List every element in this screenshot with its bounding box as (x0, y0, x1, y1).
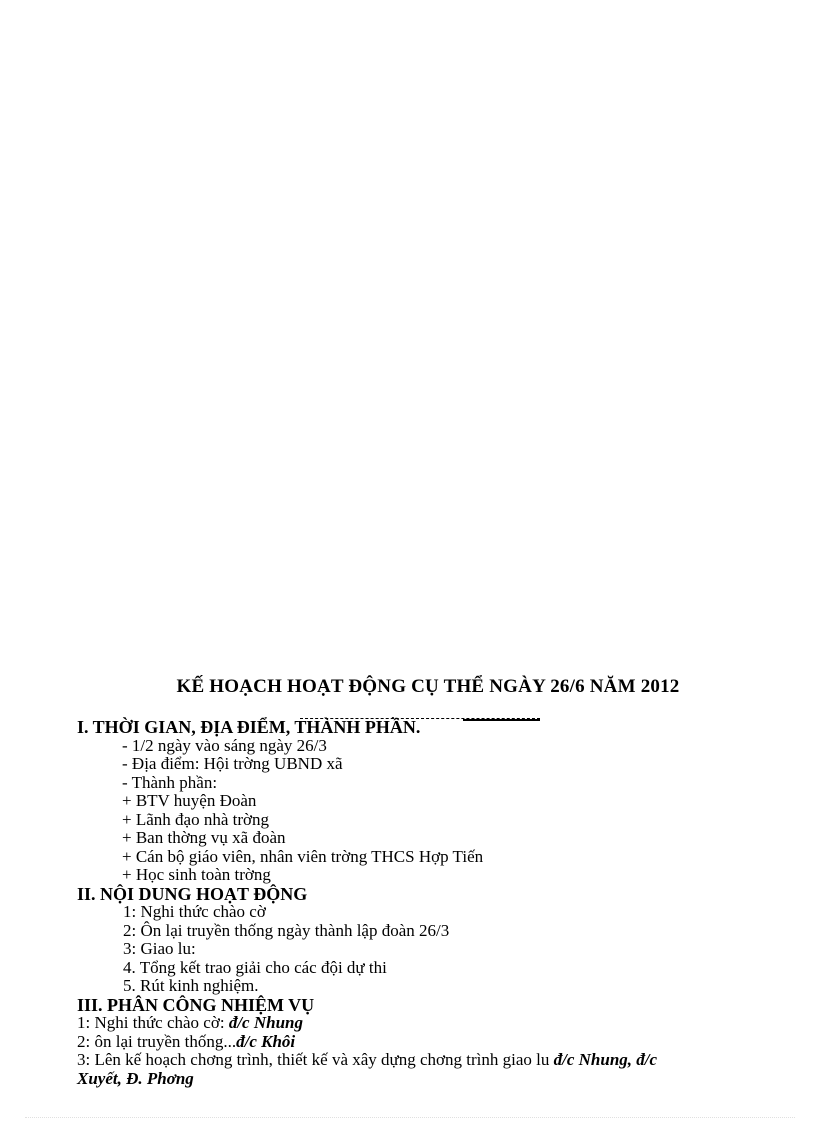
task-assignee-continued: Xuyết, Đ. Phơng (77, 1069, 194, 1088)
section-2-line: 1: Nghi thức chào cờ (123, 902, 266, 921)
section-1-line: + BTV huyện Đoàn (122, 791, 257, 810)
task-text: 3: Lên kế hoạch chơng trình, thiết kế và xây dựng chơng trình giao lu (77, 1050, 554, 1069)
task-text: 1: Nghi thức chào cờ: (77, 1013, 229, 1032)
document-title: KẾ HOẠCH HOẠT ĐỘNG CỤ THỂ NGÀY 26/6 NĂM 2012 (176, 676, 680, 697)
section-2-heading: II. NỘI DUNG HOẠT ĐỘNG (77, 884, 308, 904)
task-line-3 (77, 1051, 657, 1069)
page-bottom-border (25, 1117, 795, 1118)
task-assignee: đ/c Khôi (236, 1032, 296, 1051)
section-2-line: 5. Rút kinh nghiệm. (123, 976, 259, 995)
section-1-line: - Thành phần: (122, 773, 218, 792)
section-1-line: + Cán bộ giáo viên, nhân viên trờng THCS Hợp Tiến (122, 847, 484, 866)
task-text: 2: ôn lại truyền thống... (77, 1032, 237, 1051)
section-1-heading: I. THỜI GIAN, ĐỊA ĐIỂM, THÀNH PHẦN. (77, 717, 421, 737)
task-line-1 (77, 1014, 303, 1032)
section-2-line: 4. Tổng kết trao giải cho các đội dự thi (123, 958, 387, 977)
task-assignee: đ/c Nhung (228, 1013, 303, 1032)
task-line-2 (77, 1033, 295, 1051)
section-2-line: 3: Giao lu: (123, 939, 196, 958)
section-2-line: 2: Ôn lại truyền thống ngày thành lập đoàn 26/3 (123, 921, 450, 940)
section-1-line: - Địa điểm: Hội trờng UBND xã (122, 754, 343, 773)
section-1-line: + Lãnh đạo nhà trờng (122, 810, 269, 829)
section-1-line: + Học sinh toàn trờng (122, 865, 271, 884)
section-1-line: + Ban thờng vụ xã đoàn (122, 828, 286, 847)
section-1-line: - 1/2 ngày vào sáng ngày 26/3 (122, 736, 327, 755)
section-3-heading: III. PHÂN CÔNG NHIỆM VỤ (77, 995, 315, 1015)
task-assignee: đ/c Nhung, đ/c (553, 1050, 658, 1069)
solid-rule (463, 719, 540, 721)
